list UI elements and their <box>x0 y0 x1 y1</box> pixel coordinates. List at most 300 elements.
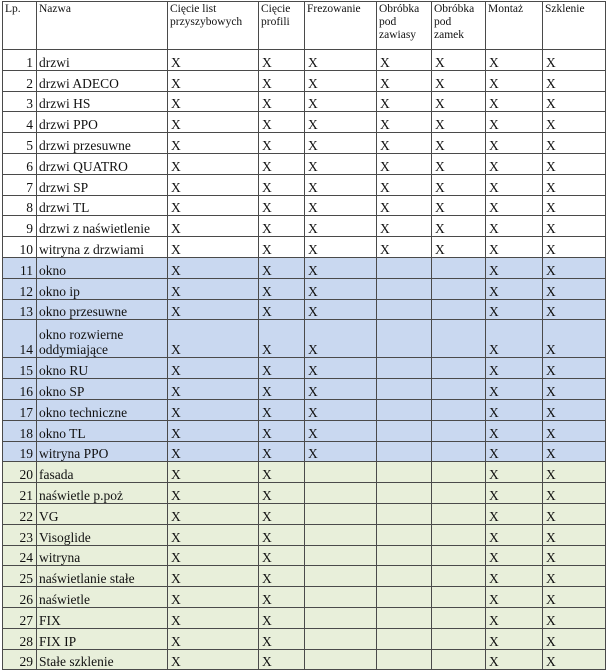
operation-mark: X <box>259 91 305 112</box>
table-row <box>3 237 606 258</box>
row-number: 7 <box>3 174 37 195</box>
operation-mark: X <box>486 91 543 112</box>
operation-mark: X <box>432 174 486 195</box>
operation-mark <box>432 628 486 649</box>
operation-mark: X <box>543 257 606 278</box>
operation-mark: X <box>432 153 486 174</box>
operation-mark <box>305 607 377 628</box>
header-obrobka-zamek: Obróbka pod zamek <box>432 2 486 50</box>
table-row <box>3 174 606 195</box>
operation-mark: X <box>543 587 606 608</box>
operation-mark: X <box>168 358 259 379</box>
operation-mark: X <box>259 420 305 441</box>
operation-mark: X <box>259 320 305 358</box>
product-name: okno techniczne <box>37 399 168 420</box>
operation-mark: X <box>486 70 543 91</box>
operation-mark: X <box>486 587 543 608</box>
row-number: 28 <box>3 628 37 649</box>
operation-mark: X <box>543 216 606 237</box>
operation-mark <box>377 649 432 670</box>
operation-mark: X <box>259 503 305 524</box>
product-name: drzwi <box>37 50 168 71</box>
operation-mark: X <box>259 216 305 237</box>
operation-mark <box>305 649 377 670</box>
table-row <box>3 91 606 112</box>
operation-mark <box>432 420 486 441</box>
operation-mark <box>432 399 486 420</box>
operation-mark: X <box>168 441 259 462</box>
product-name: witryna z drzwiami <box>37 237 168 258</box>
product-name: okno rozwierne oddymiające <box>37 320 168 358</box>
operation-mark: X <box>486 257 543 278</box>
operation-mark: X <box>259 50 305 71</box>
operation-mark <box>377 483 432 504</box>
product-name: witryna PPO <box>37 441 168 462</box>
product-name: VG <box>37 503 168 524</box>
table-row <box>3 278 606 299</box>
product-name: okno ip <box>37 278 168 299</box>
operation-mark: X <box>259 649 305 670</box>
operation-mark: X <box>377 133 432 154</box>
operation-mark: X <box>486 462 543 483</box>
operation-mark <box>377 441 432 462</box>
operation-mark: X <box>377 91 432 112</box>
operation-mark: X <box>305 399 377 420</box>
operation-mark <box>305 483 377 504</box>
table-row <box>3 420 606 441</box>
operation-mark: X <box>305 153 377 174</box>
row-number: 29 <box>3 649 37 670</box>
operation-mark <box>432 278 486 299</box>
operation-mark: X <box>259 524 305 545</box>
operation-mark: X <box>486 278 543 299</box>
operation-mark: X <box>543 278 606 299</box>
operation-mark: X <box>259 441 305 462</box>
table-row <box>3 133 606 154</box>
operation-mark <box>377 358 432 379</box>
operation-mark: X <box>486 320 543 358</box>
product-name: FIX IP <box>37 628 168 649</box>
operation-mark: X <box>543 299 606 320</box>
product-name: naświetlanie stałe <box>37 566 168 587</box>
operation-mark <box>377 257 432 278</box>
operation-mark: X <box>543 195 606 216</box>
operation-mark <box>432 483 486 504</box>
operation-mark: X <box>486 195 543 216</box>
row-number: 9 <box>3 216 37 237</box>
operation-mark: X <box>305 237 377 258</box>
row-number: 4 <box>3 112 37 133</box>
table-row <box>3 153 606 174</box>
header-ciecie-profili: Cięcie profili <box>259 2 305 50</box>
operation-mark: X <box>486 524 543 545</box>
product-name: witryna <box>37 545 168 566</box>
header-nazwa: Nazwa <box>37 2 168 50</box>
table-row <box>3 524 606 545</box>
operation-mark: X <box>259 566 305 587</box>
operation-mark: X <box>486 483 543 504</box>
operation-mark: X <box>259 462 305 483</box>
operation-mark <box>377 320 432 358</box>
operation-mark: X <box>259 607 305 628</box>
operation-mark: X <box>168 649 259 670</box>
operation-mark <box>305 503 377 524</box>
operation-mark: X <box>486 503 543 524</box>
operation-mark: X <box>432 237 486 258</box>
operation-mark <box>432 607 486 628</box>
operation-mark <box>432 441 486 462</box>
product-name: okno RU <box>37 358 168 379</box>
table-row <box>3 320 606 358</box>
operation-mark: X <box>259 153 305 174</box>
operation-mark: X <box>168 379 259 400</box>
operation-mark: X <box>486 153 543 174</box>
table-row <box>3 483 606 504</box>
product-name: drzwi SP <box>37 174 168 195</box>
document-page <box>2 1 606 670</box>
operation-mark: X <box>486 299 543 320</box>
operation-mark: X <box>168 420 259 441</box>
row-number: 21 <box>3 483 37 504</box>
operation-mark <box>377 607 432 628</box>
header-frezowanie: Frezowanie <box>305 2 377 50</box>
operation-mark: X <box>168 483 259 504</box>
operation-mark: X <box>259 358 305 379</box>
product-name: drzwi ADECO <box>37 70 168 91</box>
operation-mark: X <box>486 358 543 379</box>
operation-mark: X <box>305 195 377 216</box>
operation-mark: X <box>168 153 259 174</box>
operation-mark: X <box>486 112 543 133</box>
operation-mark: X <box>377 70 432 91</box>
operation-mark: X <box>259 379 305 400</box>
operation-mark: X <box>543 483 606 504</box>
header-ciecie-list: Cięcie list przyszybowych <box>168 2 259 50</box>
table-row <box>3 399 606 420</box>
operation-mark: X <box>377 237 432 258</box>
product-name: FIX <box>37 607 168 628</box>
row-number: 20 <box>3 462 37 483</box>
operation-mark <box>377 278 432 299</box>
product-name: drzwi HS <box>37 91 168 112</box>
operation-mark: X <box>168 257 259 278</box>
header-szklenie: Szklenie <box>543 2 606 50</box>
table-row <box>3 70 606 91</box>
operation-mark: X <box>486 545 543 566</box>
product-name: Stałe szklenie <box>37 649 168 670</box>
operation-mark: X <box>543 133 606 154</box>
operation-mark: X <box>305 91 377 112</box>
table-row <box>3 503 606 524</box>
operation-mark <box>377 503 432 524</box>
table-row <box>3 216 606 237</box>
table-row <box>3 462 606 483</box>
table-row <box>3 545 606 566</box>
operation-mark: X <box>259 70 305 91</box>
operation-mark <box>377 566 432 587</box>
operation-mark: X <box>168 399 259 420</box>
operation-mark: X <box>486 607 543 628</box>
operation-mark: X <box>543 91 606 112</box>
operation-mark: X <box>543 503 606 524</box>
operation-mark <box>377 299 432 320</box>
product-name: drzwi QUATRO <box>37 153 168 174</box>
operation-mark: X <box>305 70 377 91</box>
table-row <box>3 50 606 71</box>
operation-mark: X <box>168 237 259 258</box>
operation-mark: X <box>543 545 606 566</box>
table-row <box>3 566 606 587</box>
operation-mark: X <box>168 70 259 91</box>
table-row <box>3 607 606 628</box>
operation-mark: X <box>305 379 377 400</box>
operations-table <box>2 1 606 670</box>
operation-mark: X <box>543 649 606 670</box>
operation-mark: X <box>168 607 259 628</box>
header-montaz: Montaż <box>486 2 543 50</box>
operation-mark: X <box>377 112 432 133</box>
operation-mark: X <box>168 216 259 237</box>
operation-mark: X <box>305 420 377 441</box>
operation-mark: X <box>305 278 377 299</box>
operation-mark <box>377 420 432 441</box>
row-number: 12 <box>3 278 37 299</box>
row-number: 23 <box>3 524 37 545</box>
row-number: 2 <box>3 70 37 91</box>
operation-mark: X <box>543 524 606 545</box>
operation-mark: X <box>432 216 486 237</box>
product-name: drzwi przesuwne <box>37 133 168 154</box>
operation-mark: X <box>432 133 486 154</box>
operation-mark: X <box>259 237 305 258</box>
operation-mark: X <box>377 174 432 195</box>
operation-mark: X <box>305 216 377 237</box>
operation-mark: X <box>259 587 305 608</box>
operation-mark: X <box>259 257 305 278</box>
operation-mark <box>305 462 377 483</box>
operation-mark: X <box>486 628 543 649</box>
operation-mark <box>432 503 486 524</box>
operation-mark: X <box>168 91 259 112</box>
operation-mark: X <box>305 257 377 278</box>
row-number: 25 <box>3 566 37 587</box>
operation-mark: X <box>432 195 486 216</box>
operation-mark: X <box>486 420 543 441</box>
operation-mark: X <box>543 112 606 133</box>
operation-mark: X <box>168 50 259 71</box>
operation-mark: X <box>543 237 606 258</box>
operation-mark: X <box>377 195 432 216</box>
operation-mark: X <box>543 358 606 379</box>
operation-mark: X <box>259 299 305 320</box>
table-row <box>3 441 606 462</box>
operation-mark: X <box>259 112 305 133</box>
operation-mark: X <box>543 153 606 174</box>
product-name: fasada <box>37 462 168 483</box>
operation-mark: X <box>259 278 305 299</box>
operation-mark: X <box>377 216 432 237</box>
operation-mark: X <box>486 649 543 670</box>
row-number: 6 <box>3 153 37 174</box>
operation-mark: X <box>259 133 305 154</box>
operation-mark <box>432 379 486 400</box>
operation-mark <box>432 587 486 608</box>
operation-mark: X <box>305 358 377 379</box>
operation-mark <box>432 524 486 545</box>
operation-mark <box>377 587 432 608</box>
operation-mark: X <box>543 566 606 587</box>
operation-mark: X <box>305 112 377 133</box>
operation-mark: X <box>259 399 305 420</box>
operation-mark <box>305 545 377 566</box>
operation-mark: X <box>543 607 606 628</box>
row-number: 1 <box>3 50 37 71</box>
row-number: 22 <box>3 503 37 524</box>
operation-mark: X <box>168 545 259 566</box>
table-row <box>3 628 606 649</box>
operation-mark: X <box>432 70 486 91</box>
operation-mark <box>432 358 486 379</box>
operation-mark: X <box>486 237 543 258</box>
operation-mark: X <box>259 545 305 566</box>
operation-mark <box>377 379 432 400</box>
row-number: 13 <box>3 299 37 320</box>
product-name: naświetle <box>37 587 168 608</box>
operation-mark: X <box>305 50 377 71</box>
operation-mark: X <box>168 278 259 299</box>
product-name: naświetle p.poż <box>37 483 168 504</box>
operation-mark <box>305 587 377 608</box>
operation-mark <box>432 462 486 483</box>
operation-mark <box>305 628 377 649</box>
operation-mark <box>377 545 432 566</box>
operation-mark: X <box>259 483 305 504</box>
operation-mark: X <box>168 462 259 483</box>
operation-mark: X <box>486 133 543 154</box>
operation-mark: X <box>259 195 305 216</box>
operation-mark: X <box>305 133 377 154</box>
operation-mark: X <box>486 566 543 587</box>
operation-mark: X <box>168 566 259 587</box>
operation-mark: X <box>168 299 259 320</box>
operation-mark: X <box>432 50 486 71</box>
operation-mark: X <box>486 50 543 71</box>
operation-mark: X <box>486 399 543 420</box>
operation-mark: X <box>168 112 259 133</box>
operation-mark: X <box>168 195 259 216</box>
table-row <box>3 112 606 133</box>
operation-mark: X <box>543 70 606 91</box>
header-lp: Lp. <box>3 2 37 50</box>
operation-mark: X <box>543 379 606 400</box>
row-number: 8 <box>3 195 37 216</box>
operation-mark <box>432 257 486 278</box>
operation-mark: X <box>543 50 606 71</box>
operation-mark <box>377 628 432 649</box>
table-row <box>3 257 606 278</box>
row-number: 16 <box>3 379 37 400</box>
operation-mark: X <box>486 379 543 400</box>
operation-mark: X <box>305 320 377 358</box>
row-number: 3 <box>3 91 37 112</box>
table-row <box>3 195 606 216</box>
operation-mark: X <box>168 174 259 195</box>
row-number: 5 <box>3 133 37 154</box>
row-number: 15 <box>3 358 37 379</box>
product-name: okno przesuwne <box>37 299 168 320</box>
operation-mark: X <box>305 174 377 195</box>
row-number: 18 <box>3 420 37 441</box>
row-number: 19 <box>3 441 37 462</box>
operation-mark: X <box>168 503 259 524</box>
operation-mark: X <box>543 441 606 462</box>
operation-mark <box>432 320 486 358</box>
row-number: 17 <box>3 399 37 420</box>
table-header-row <box>3 2 606 50</box>
operation-mark: X <box>543 174 606 195</box>
operation-mark: X <box>168 587 259 608</box>
row-number: 11 <box>3 257 37 278</box>
product-name: Visoglide <box>37 524 168 545</box>
product-name: okno TL <box>37 420 168 441</box>
operation-mark: X <box>168 628 259 649</box>
operation-mark: X <box>486 441 543 462</box>
operation-mark: X <box>168 320 259 358</box>
operation-mark: X <box>168 133 259 154</box>
operation-mark <box>432 545 486 566</box>
operation-mark: X <box>377 153 432 174</box>
row-number: 10 <box>3 237 37 258</box>
table-row <box>3 587 606 608</box>
operation-mark <box>377 462 432 483</box>
operation-mark: X <box>543 628 606 649</box>
table-row <box>3 299 606 320</box>
operation-mark: X <box>432 112 486 133</box>
operation-mark: X <box>543 420 606 441</box>
product-name: drzwi TL <box>37 195 168 216</box>
table-row <box>3 649 606 670</box>
operation-mark <box>432 566 486 587</box>
operation-mark: X <box>377 50 432 71</box>
operation-mark <box>432 649 486 670</box>
row-number: 26 <box>3 587 37 608</box>
operation-mark <box>432 299 486 320</box>
table-row <box>3 379 606 400</box>
operation-mark: X <box>305 441 377 462</box>
operation-mark: X <box>543 320 606 358</box>
operation-mark <box>305 524 377 545</box>
product-name: okno <box>37 257 168 278</box>
operation-mark: X <box>168 524 259 545</box>
operation-mark: X <box>259 628 305 649</box>
operation-mark <box>305 566 377 587</box>
product-name: drzwi PPO <box>37 112 168 133</box>
row-number: 14 <box>3 320 37 358</box>
operation-mark: X <box>543 462 606 483</box>
operation-mark: X <box>432 91 486 112</box>
table-row <box>3 358 606 379</box>
operation-mark: X <box>486 216 543 237</box>
operation-mark: X <box>486 174 543 195</box>
operation-mark: X <box>543 399 606 420</box>
operation-mark <box>377 399 432 420</box>
row-number: 27 <box>3 607 37 628</box>
operation-mark: X <box>259 174 305 195</box>
product-name: okno SP <box>37 379 168 400</box>
product-name: drzwi z naświetlenie <box>37 216 168 237</box>
operation-mark <box>377 524 432 545</box>
operation-mark: X <box>305 299 377 320</box>
